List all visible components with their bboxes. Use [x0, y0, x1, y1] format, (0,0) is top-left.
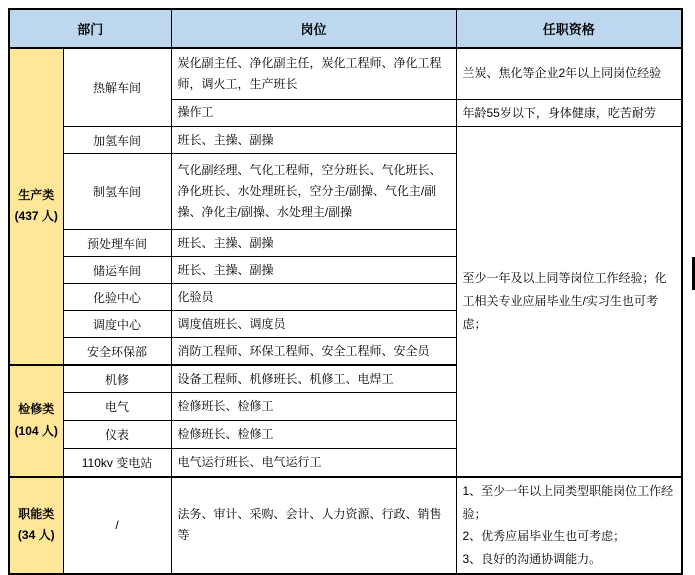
- positions-operator-cell: 操作工: [171, 99, 456, 127]
- positions-hydrogen-cell: 气化副经理、气化工程师，空分班长、气化班长、净化班长、水处理班长，空分主/副操、气化主/副操、净化主/副操、水处理主/副操: [171, 154, 456, 230]
- dept-dispatch-cell: 调度中心: [63, 311, 171, 338]
- dept-electrical-cell: 电气: [63, 393, 171, 421]
- positions-dispatch-cell: 调度值班长、调度员: [171, 311, 456, 338]
- recruitment-table: [8, 8, 683, 575]
- category-production-count: (437 人): [14, 209, 58, 224]
- positions-pyrolysis-cell: 炭化副主任、净化副主任，炭化工程师、净化工程师，调火工，生产班长: [171, 48, 456, 99]
- dept-pyrolysis-cell: 热解车间: [63, 48, 171, 127]
- dept-functional-cell: /: [63, 477, 171, 574]
- positions-functional-cell: 法务、审计、采购、会计、人力资源、行政、销售等: [171, 477, 456, 574]
- positions-safety-cell: 消防工程师、环保工程师、安全工程师、安全员: [171, 338, 456, 365]
- category-functional-count: (34 人): [17, 528, 55, 543]
- dept-mechanical-cell: 机修: [63, 365, 171, 393]
- positions-mechanical-cell: 设备工程师、机修班长、机修工、电焊工: [171, 365, 456, 393]
- dept-lab-cell: 化验中心: [63, 284, 171, 311]
- dept-pretreatment-cell: 预处理车间: [63, 230, 171, 257]
- category-maintenance-count: (104 人): [14, 423, 58, 438]
- positions-lab-cell: 化验员: [171, 284, 456, 311]
- table-row: [9, 127, 682, 154]
- dept-instrument-cell: 仪表: [63, 421, 171, 449]
- category-production-cell: [9, 48, 63, 365]
- positions-pretreatment-cell: 班长、主操、副操: [171, 230, 456, 257]
- qual-functional-item: 2、优秀应届毕业生也可考虑；: [462, 529, 626, 544]
- category-maintenance-cell: [9, 365, 63, 477]
- positions-substation-cell: 电气运行班长、电气运行工: [171, 449, 456, 477]
- header-qualification: 任职资格: [456, 9, 682, 48]
- category-functional-cell: [9, 477, 63, 574]
- qual-pyrolysis-cell: 兰炭、焦化等企业2年以上同岗位经验: [456, 48, 682, 99]
- positions-hydrogenation-cell: 班长、主操、副操: [171, 127, 456, 154]
- positions-electrical-cell: 检修班长、检修工: [171, 393, 456, 421]
- header-position: 岗位: [171, 9, 456, 48]
- positions-storage-cell: 班长、主操、副操: [171, 257, 456, 284]
- positions-instrument-cell: 检修班长、检修工: [171, 421, 456, 449]
- category-production-name: 生产类: [18, 187, 55, 202]
- header-department: 部门: [9, 9, 171, 48]
- dept-storage-cell: 储运车间: [63, 257, 171, 284]
- category-maintenance-name: 检修类: [18, 402, 55, 417]
- table-row: [9, 48, 682, 99]
- qual-functional-item: 3、良好的沟通协调能力。: [462, 552, 602, 567]
- qual-operator-cell: 年龄55岁以下，身体健康，吃苦耐劳: [456, 99, 682, 127]
- qual-functional-item: 1、至少一年以上同类型职能岗位工作经验；: [462, 483, 674, 521]
- dept-hydrogenation-cell: 加氢车间: [63, 127, 171, 154]
- qual-functional-cell: [456, 477, 682, 574]
- dept-substation-cell: 110kv 变电站: [63, 449, 171, 477]
- dept-safety-cell: 安全环保部: [63, 338, 171, 365]
- table-row: [9, 477, 682, 574]
- category-functional-name: 职能类: [18, 506, 55, 521]
- qual-shared-cell: 至少一年及以上同等岗位工作经验；化工相关专业应届毕业生/实习生也可考虑；: [456, 127, 682, 477]
- dept-hydrogen-cell: 制氢车间: [63, 154, 171, 230]
- table-header-row: [9, 9, 682, 48]
